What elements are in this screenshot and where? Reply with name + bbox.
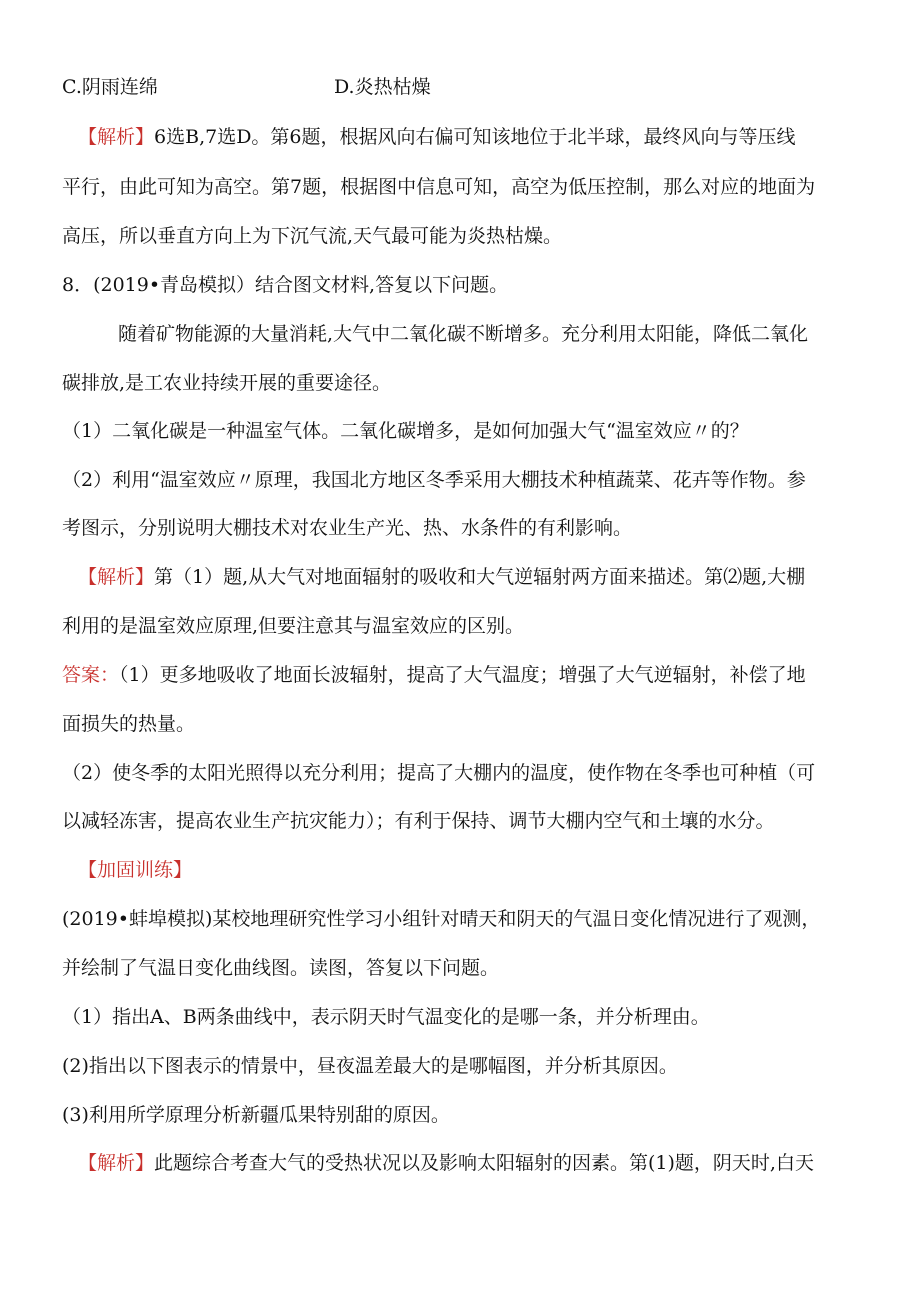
training-sub-3: (3)利用所学原理分析新疆瓜果特别甜的原因。 — [62, 1104, 450, 1126]
training-sub-2: (2)指出以下图表示的情景中，昼夜温差最大的是哪幅图，并分析其原因。 — [62, 1055, 678, 1077]
subquestion-1: （1）二氧化碳是一种温室气体。二氧化碳增多，是如何加强大气“温室效应〃的？ — [62, 420, 749, 442]
answer-tag: 答案： — [62, 664, 120, 686]
analysis-2-line-2: 利用的是温室效应原理,但要注意其与温室效应的区别。 — [62, 615, 525, 637]
answer-line-4: 以减轻冻害，提高农业生产抗灾能力）；有利于保持、调节大棚内空气和土壤的水分。 — [62, 810, 775, 832]
analysis-1-line-1: 【解析】6选B,7选D。第6题，根据风向右偏可知该地位于北半球，最终风向与等压线 — [78, 126, 796, 148]
analysis-2-line-1: 【解析】第（1）题,从大气对地面辐射的吸收和大气逆辐射两方面来描述。第⑵题,大棚 — [78, 566, 806, 588]
answer-line-2: 面损失的热量。 — [62, 713, 196, 735]
material-line-2: 碳排放,是工农业持续开展的重要途径。 — [62, 372, 392, 394]
analysis-1-line-3: 高压，所以垂直方向上为下沉气流,天气最可能为炎热枯燥。 — [62, 225, 563, 247]
analysis-tag: 【解析】 — [78, 1152, 155, 1174]
analysis-1-line-2: 平行，由此可知为高空。第7题，根据图中信息可知，高空为低压控制，那么对应的地面为 — [62, 176, 816, 198]
answer-line-1: 答案：（1）更多地吸收了地面长波辐射，提高了大气温度；增强了大气逆辐射，补偿了地 — [62, 664, 806, 686]
subquestion-2-line-2: 考图示，分别说明大棚技术对农业生产光、热、水条件的有利影响。 — [62, 517, 633, 539]
training-line-1: (2019•蚌埠模拟)某校地理研究性学习小组针对晴天和阴天的气温日变化情况进行了观测， — [62, 908, 821, 930]
training-sub-1: （1）指出A、B两条曲线中，表示阴天时气温变化的是哪一条，并分析理由。 — [62, 1006, 710, 1028]
option-c: C.阴雨连绵 — [62, 76, 158, 98]
training-line-2: 并绘制了气温日变化曲线图。读图，答复以下问题。 — [62, 957, 500, 979]
material-line-1: 随着矿物能源的大量消耗,大气中二氧化碳不断增多。充分利用太阳能，降低二氧化 — [118, 323, 809, 345]
analysis-tag: 【解析】 — [78, 566, 155, 588]
analysis-3-line-1: 【解析】此题综合考查大气的受热状况以及影响太阳辐射的因素。第(1)题，阴天时,白天 — [78, 1152, 814, 1174]
training-heading: 【加固训练】 — [78, 859, 193, 881]
analysis-tag: 【解析】 — [78, 126, 155, 148]
question-8-title: 8．(2019•青岛模拟）结合图文材料,答复以下问题。 — [62, 274, 509, 296]
option-d: D.炎热枯燥 — [334, 76, 431, 98]
subquestion-2-line-1: （2）利用“温室效应〃原理，我国北方地区冬季采用大棚技术种植蔬菜、花卉等作物。参 — [62, 469, 806, 491]
answer-line-3: （2）使冬季的太阳光照得以充分利用；提高了大棚内的温度，使作物在冬季也可种植（可 — [62, 762, 816, 784]
q7-options — [62, 74, 431, 100]
